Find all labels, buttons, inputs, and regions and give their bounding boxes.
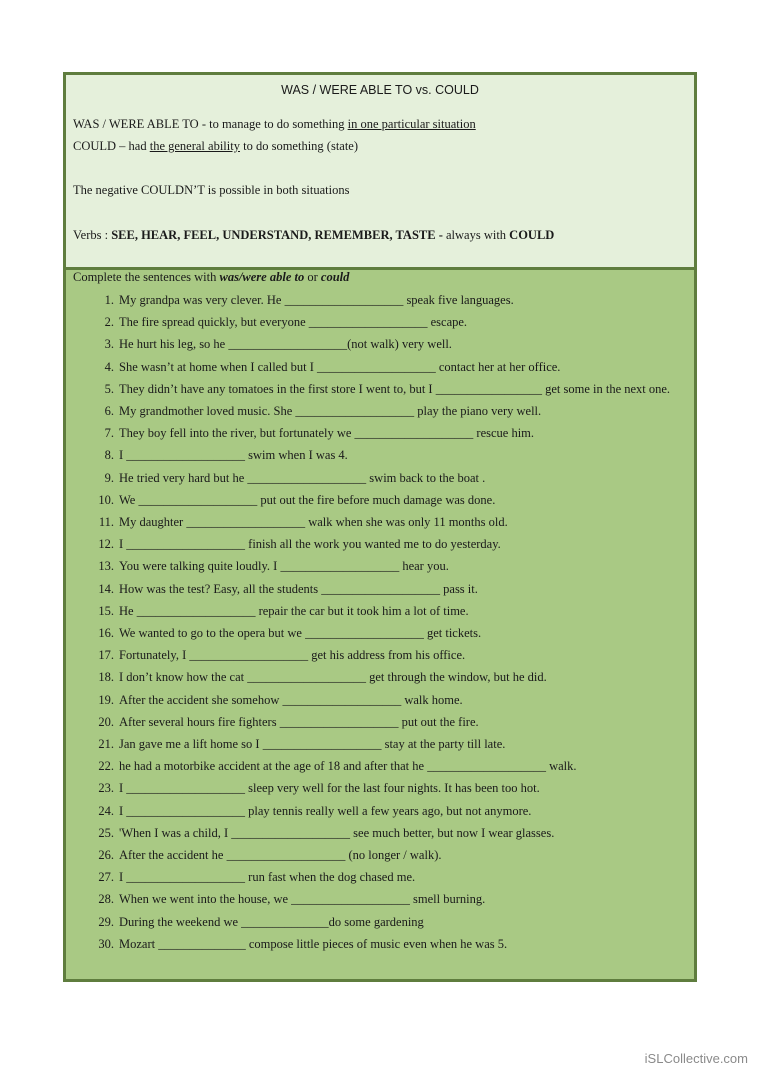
exercise-number: 12. [98, 537, 114, 552]
instructions-option-1: was/were able to [219, 270, 305, 284]
exercise-number: 20. [98, 714, 114, 729]
exercise-sentence: I ___________________ sleep very well for the last four nights. It has been too hot. [119, 781, 540, 796]
exercise-sentence: I ___________________ run fast when the dog chased me. [119, 870, 416, 885]
exercise-number: 24. [98, 803, 114, 818]
verbs-connector: always with [445, 228, 510, 242]
rule1-text: WAS / WERE ABLE TO - to manage to do something [73, 117, 348, 131]
exercise-number: 27. [98, 870, 114, 885]
watermark: iSLCollective.com [644, 1051, 748, 1066]
exercise-sentence: When we went into the house, we ___________________ smell burning. [119, 892, 486, 907]
exercise-sentence: After the accident he ___________________ (no longer / walk). [119, 848, 442, 862]
exercise-sentence: They didn’t have any tomatoes in the first store I went to, but I _________________ get some in the next one. [119, 381, 671, 396]
exercise-sentence: 'When I was a child, I ___________________ see much better, but now I wear glasses. [119, 825, 555, 840]
rule2-underlined: the general ability [149, 139, 240, 153]
exercise-sentence: How was the test? Easy, all the students ___________________ pass it. [119, 581, 478, 596]
exercise-sentence: After several hours fire fighters ___________________ put out the fire. [119, 714, 479, 729]
exercise-number: 5. [104, 381, 114, 396]
exercise-sentence: My grandmother loved music. She ___________________ play the piano very well. [119, 404, 542, 418]
exercise-number: 7. [104, 426, 114, 441]
exercise-sentence: I ___________________ finish all the work you wanted me to do yesterday. [119, 537, 501, 552]
exercise-number: 14. [98, 581, 114, 596]
exercise-number: 23. [98, 781, 114, 796]
exercise-sentence: Jan gave me a lift home so I ___________________ stay at the party till late. [119, 737, 506, 751]
rule1-underlined: in one particular situation [347, 117, 476, 131]
exercise-sentence: I ___________________ swim when I was 4. [119, 448, 348, 463]
exercise-number: 21. [98, 737, 114, 751]
exercise-number: 19. [98, 692, 114, 707]
exercise-sentence: She wasn’t at home when I called but I ___________________ contact her at her office. [119, 359, 561, 374]
exercise-number: 3. [104, 337, 114, 352]
exercise-sentence: He hurt his leg, so he ___________________(not walk) very well. [119, 337, 452, 352]
exercise-sentence: My daughter ___________________ walk when she was only 11 months old. [119, 515, 508, 529]
exercise-sentence: I ___________________ play tennis really well a few years ago, but not anymore. [119, 803, 532, 818]
exercise-sentence: He ___________________ repair the car but it took him a lot of time. [119, 603, 469, 618]
exercise-sentence: We ___________________ put out the fire before much damage was done. [119, 492, 496, 507]
rule-verbs [73, 228, 554, 243]
exercise-number: 22. [98, 759, 114, 774]
grammar-rules-box [66, 75, 694, 270]
exercise-number: 8. [104, 448, 114, 463]
instructions-option-2: could [320, 270, 350, 284]
exercise-number: 29. [98, 914, 114, 929]
exercise-number: 6. [104, 404, 114, 418]
exercise-number: 2. [104, 315, 114, 330]
exercise-number: 11. [98, 515, 114, 529]
verbs-label: Verbs : [73, 228, 112, 242]
exercise-number: 10. [98, 492, 114, 507]
exercise-sentence: After the accident she somehow ___________________ walk home. [119, 692, 463, 707]
exercise-sentence: I don’t know how the cat ___________________ get through the window, but he did. [119, 670, 547, 685]
exercise-number: 18. [98, 670, 114, 685]
exercise-number: 16. [98, 626, 114, 640]
exercise-number: 13. [98, 559, 114, 574]
verbs-could: COULD [509, 228, 555, 242]
exercise-sentence: Fortunately, I ___________________ get his address from his office. [119, 648, 466, 663]
exercise-number: 9. [104, 470, 114, 485]
exercise-sentence: They boy fell into the river, but fortunately we ___________________ rescue him. [119, 426, 535, 441]
instructions [73, 270, 349, 285]
exercise-number: 4. [104, 359, 114, 374]
exercise-sentence: You were talking quite loudly. I ___________________ hear you. [119, 559, 449, 574]
verbs-list: SEE, HEAR, FEEL, UNDERSTAND, REMEMBER, TASTE - [111, 228, 446, 242]
exercise-number: 17. [98, 648, 114, 663]
rule-could [73, 139, 358, 154]
exercise-number: 15. [98, 603, 114, 618]
exercise-sentence: The fire spread quickly, but everyone ___________________ escape. [119, 315, 468, 330]
instructions-text: Complete the sentences with [73, 270, 220, 284]
exercise-sentence: We wanted to go to the opera but we ___________________ get tickets. [119, 626, 482, 640]
exercise-number: 25. [98, 825, 114, 840]
worksheet [63, 72, 697, 982]
rule2-text: COULD – had [73, 139, 150, 153]
exercise-sentence: My grandpa was very clever. He ___________________ speak five languages. [119, 293, 514, 307]
exercise-sentence: He tried very hard but he ___________________ swim back to the boat . [119, 470, 486, 485]
rule-negative: The negative COULDN’T is possible in both situations [73, 183, 350, 197]
rule2-tail: to do something (state) [239, 139, 359, 153]
exercise-sentence: he had a motorbike accident at the age of 18 and after that he ___________________ walk. [119, 759, 577, 774]
exercise-number: 28. [98, 892, 114, 907]
exercise-number: 30. [98, 936, 114, 951]
exercise-number: 26. [98, 848, 114, 862]
exercise-number: 1. [104, 293, 114, 307]
exercise-sentence: Mozart ______________ compose little pieces of music even when he was 5. [119, 936, 508, 951]
exercise-sentence: During the weekend we ______________do some gardening [119, 914, 424, 929]
instructions-or: or [304, 270, 321, 284]
worksheet-title: WAS / WERE ABLE TO vs. COULD [281, 83, 479, 97]
rule-was-were-able-to [73, 117, 476, 132]
